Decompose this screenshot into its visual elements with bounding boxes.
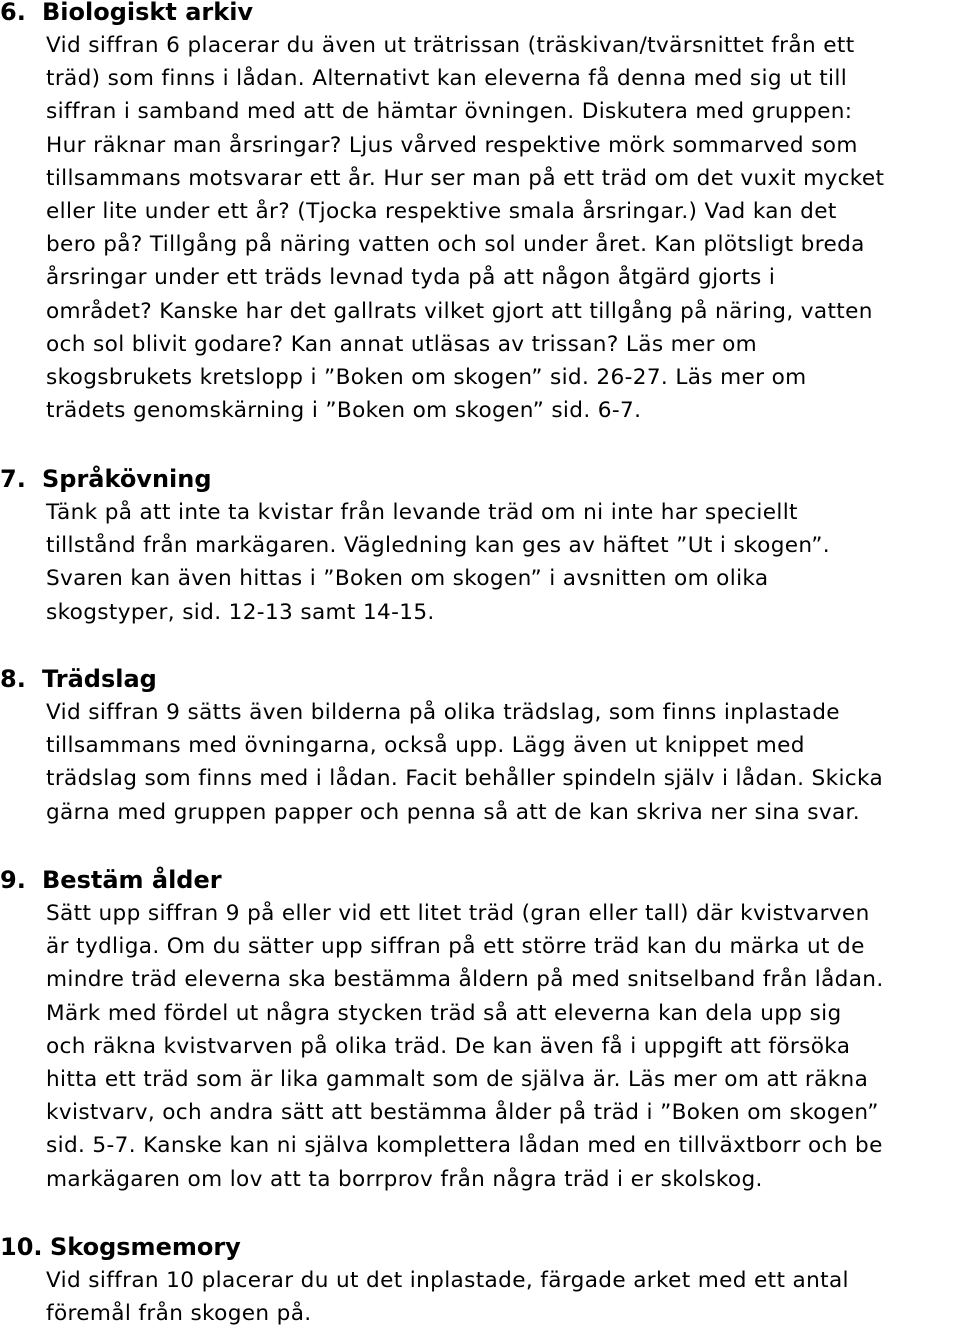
section-body — [0, 29, 960, 427]
text-line: och sol blivit godare? Kan annat utläsas av trissan? Läs mer om — [46, 331, 758, 357]
section-8 — [0, 663, 960, 829]
text-line: Märk med fördel ut några stycken träd så att eleverna kan dela upp sig — [46, 1000, 842, 1026]
section-number: 9. — [0, 866, 26, 894]
section-9 — [0, 864, 960, 1196]
text-line: och räkna kvistvarven på olika träd. De kan även få i uppgift att försöka — [46, 1033, 851, 1059]
text-line: trädslag som finns med i lådan. Facit behåller spindeln själv i lådan. Skicka — [46, 766, 884, 792]
section-body — [0, 1264, 960, 1330]
section-title: Bestäm ålder — [42, 866, 222, 894]
section-number: 8. — [0, 665, 26, 693]
text-line: eller lite under ett år? (Tjocka respektive smala årsringar.) Vad kan det — [46, 199, 837, 225]
text-line: skogsbrukets kretslopp i ”Boken om skogen” sid. 26-27. Läs mer om — [46, 365, 807, 391]
text-line: tillsammans med övningarna, också upp. Lägg även ut knippet med — [46, 733, 805, 759]
text-line: föremål från skogen på. — [46, 1301, 312, 1327]
section-body — [0, 696, 960, 829]
section-number: 6. — [0, 0, 26, 26]
text-line: årsringar under ett träds levnad tyda på att någon åtgärd gjorts i — [46, 265, 776, 291]
section-body — [0, 897, 960, 1196]
text-line: siffran i samband med att de hämtar övningen. Diskutera med gruppen: — [46, 99, 853, 125]
section-title: Trädslag — [42, 665, 157, 693]
section-number: 7. — [0, 465, 26, 493]
section-7 — [0, 463, 960, 629]
text-line: området? Kanske har det gallrats vilket gjort att tillgång på näring, vatten — [46, 298, 873, 324]
text-line: Tänk på att inte ta kvistar från levande träd om ni inte har speciellt — [46, 500, 798, 525]
section-heading — [0, 864, 960, 897]
section-heading — [0, 0, 960, 29]
section-heading — [0, 663, 960, 696]
text-line: tillstånd från markägaren. Vägledning kan ges av häftet ”Ut i skogen”. — [46, 533, 830, 559]
text-line: kvistvarv, och andra sätt att bestämma ålder på träd i ”Boken om skogen” — [46, 1100, 879, 1126]
text-line: markägaren om lov att ta borrprov från några träd i er skolskog. — [46, 1166, 763, 1192]
text-line: Hur räknar man årsringar? Ljus vårved respektive mörk sommarved som — [46, 132, 858, 158]
text-line: gärna med gruppen papper och penna så att de kan skriva ner sina svar. — [46, 799, 861, 825]
text-line: träd) som finns i lådan. Alternativt kan eleverna få denna med sig ut till — [46, 66, 848, 92]
section-heading — [0, 1231, 960, 1264]
text-line: mindre träd eleverna ska bestämma åldern på med snitselband från lådan. — [46, 967, 884, 993]
text-line: Vid siffran 9 sätts även bilderna på olika trädslag, som finns inplastade — [46, 700, 840, 725]
section-6 — [0, 0, 960, 427]
section-title: Skogsmemory — [50, 1233, 241, 1261]
section-10 — [0, 1231, 960, 1330]
text-line: sid. 5-7. Kanske kan ni själva komplettera lådan med en tillväxtborr och be — [46, 1133, 883, 1159]
text-line: bero på? Tillgång på näring vatten och sol under året. Kan plötsligt breda — [46, 232, 865, 258]
section-title: Biologiskt arkiv — [42, 0, 254, 26]
text-line: Svaren kan även hittas i ”Boken om skogen” i avsnitten om olika — [46, 566, 769, 592]
section-number: 10. — [0, 1233, 43, 1261]
section-body — [0, 496, 960, 629]
text-line: Vid siffran 6 placerar du även ut trätrissan (träskivan/tvärsnittet från ett — [46, 33, 855, 58]
text-line: skogstyper, sid. 12-13 samt 14-15. — [46, 599, 435, 625]
text-line: tillsammans motsvarar ett år. Hur ser man på ett träd om det vuxit mycket — [46, 165, 885, 191]
section-title: Språkövning — [42, 465, 212, 493]
text-line: Vid siffran 10 placerar du ut det inplastade, färgade arket med ett antal — [46, 1268, 849, 1293]
text-line: Sätt upp siffran 9 på eller vid ett litet träd (gran eller tall) där kvistvarven — [46, 901, 870, 926]
section-heading — [0, 463, 960, 496]
text-line: hitta ett träd som är lika gammalt som de själva är. Läs mer om att räkna — [46, 1067, 869, 1093]
text-line: trädets genomskärning i ”Boken om skogen” sid. 6-7. — [46, 398, 642, 424]
text-line: är tydliga. Om du sätter upp siffran på ett större träd kan du märka ut de — [46, 934, 865, 960]
